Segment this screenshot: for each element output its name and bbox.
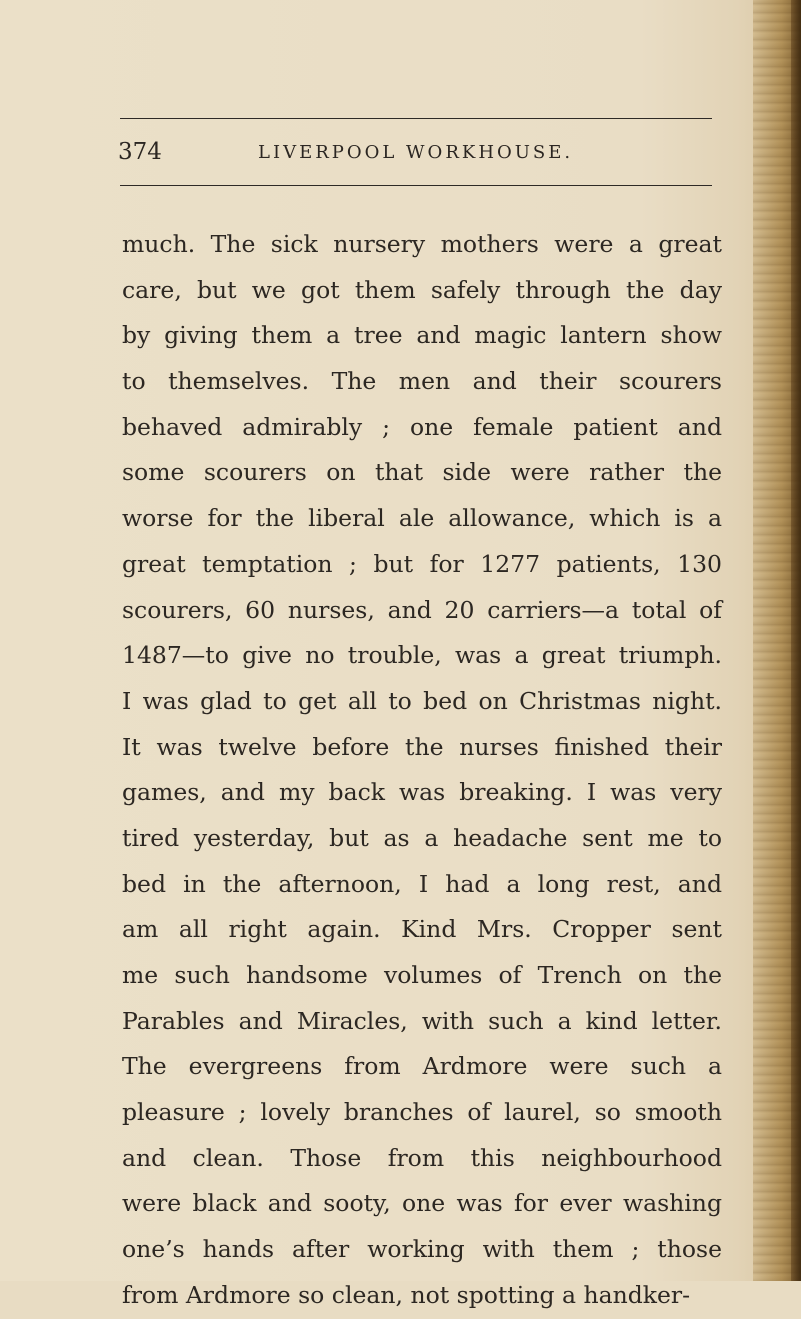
binding-shadow [791,0,801,1281]
text-line: bed in the afternoon, I had a long rest, and [122,869,722,898]
text-line: some scourers on that side were rather the [122,458,722,487]
text-line: great temptation ; but for 1277 patients, 130 [122,549,722,578]
text-line: one’s hands after working with them ; those [122,1235,722,1264]
text-line: care, but we got them safely through the day [122,275,722,304]
text-line: The evergreens from Ardmore were such a [122,1052,722,1081]
text-line: I was glad to get all to bed on Christmas night. [122,686,722,715]
text-line: worse for the liberal ale allowance, which is a [122,504,722,533]
text-line: It was twelve before the nurses finished their [122,732,722,761]
text-line: by giving them a tree and magic lantern show [122,321,722,350]
body-text [122,222,722,1319]
text-line: pleasure ; lovely branches of laurel, so smooth [122,1098,722,1127]
text-line: and clean. Those from this neighbourhood [122,1143,722,1172]
text-line: much. The sick nursery mothers were a great [122,230,722,258]
text-line: to themselves. The men and their scourers [122,367,722,396]
header-rule-top [120,118,712,119]
text-line: me such handsome volumes of Trench on the [122,961,722,989]
text-line: 1487—to give no trouble, was a great triumph. [122,641,722,670]
text-line: games, and my back was breaking. I was very [122,778,722,807]
running-title: LIVERPOOL WORKHOUSE. [258,142,574,163]
page-number: 374 [118,139,162,165]
header-rule-bottom [120,185,712,186]
text-line: tired yesterday, but as a headache sent me to [122,823,722,852]
text-line: am all right again. Kind Mrs. Cropper sent [122,915,722,944]
text-line: Parables and Miracles, with such a kind letter. [122,1006,722,1035]
text-line: behaved admirably ; one female patient and [122,412,722,441]
text-line: were black and sooty, one was for ever washing [122,1189,722,1218]
text-line: scourers, 60 nurses, and 20 carriers—a total of [122,595,722,624]
text-line: from Ardmore so clean, not spotting a handker- [122,1280,691,1309]
